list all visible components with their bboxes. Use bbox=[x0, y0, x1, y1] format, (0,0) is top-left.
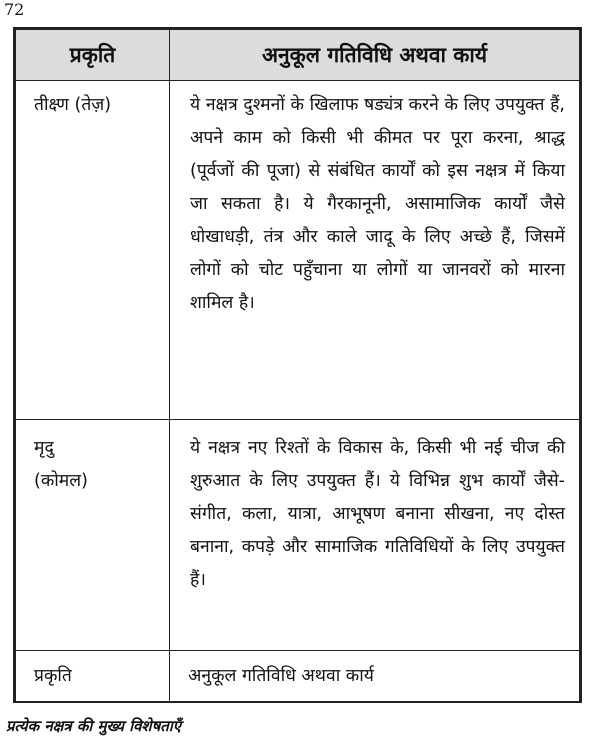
row-description-cell: ये नक्षत्र नए रिश्तों के विकास के, किसी भी नई चीज की शुरुआत के लिए उपयुक्त हैं। ये विभिन्न शुभ कार्यों जैसे- संगीत, कला, यात्रा, आभूषण बनाना सीखना, नए दोस्त बनाना, कपड़े और सामाजिक गतिविधियों के लिए उपयुक्त हैं। bbox=[170, 420, 580, 651]
header-favorable-activity: अनुकूल गतिविधि अथवा कार्य bbox=[170, 30, 580, 81]
row-nature-cell bbox=[16, 420, 170, 651]
table-row bbox=[16, 651, 580, 702]
table-header-row bbox=[16, 30, 580, 81]
nature-meaning: (कोमल) bbox=[34, 471, 88, 491]
header-nature: प्रकृति bbox=[16, 30, 170, 81]
table-caption: प्रत्येक नक्षत्र की मुख्य विशेषताएँ bbox=[6, 717, 182, 735]
table-row bbox=[16, 420, 580, 651]
row-description-cell: ये नक्षत्र दुश्मनों के खिलाफ षड्यंत्र करने के लिए उपयुक्त हैं, अपने काम को किसी भी कीमत पर पूरा करना, श्राद्ध (पूर्वजों की पूजा) से संबंधित कार्यों को इस नक्षत्र में किया जा सकता है। ये गैरकानूनी, असामाजिक कार्यों जैसे धोखाधड़ी, तंत्र और काले जादू के लिए अच्छे हैं, जिसमें लोगों को चोट पहुँचाना या लोगों या जानवरों को मारना शामिल है। bbox=[170, 81, 580, 420]
nakshatra-nature-table bbox=[13, 27, 582, 703]
table bbox=[15, 29, 580, 702]
nature-name: मृदु bbox=[34, 438, 54, 458]
page-number: 72 bbox=[4, 0, 25, 19]
row-nature-cell: तीक्ष्ण (तेज़) bbox=[16, 81, 170, 420]
row-description-cell: अनुकूल गतिविधि अथवा कार्य bbox=[170, 651, 580, 702]
row-nature-cell: प्रकृति bbox=[16, 651, 170, 702]
table-row bbox=[16, 81, 580, 420]
